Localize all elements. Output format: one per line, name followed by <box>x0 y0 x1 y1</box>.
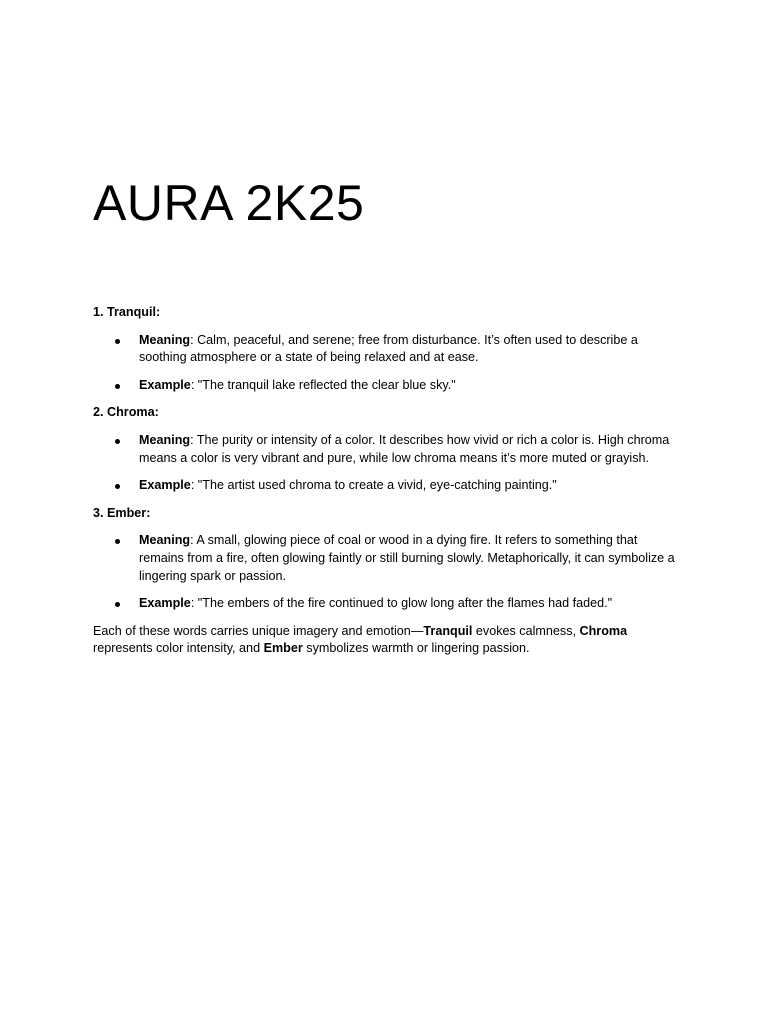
term-label: Meaning <box>139 332 191 347</box>
bullet-icon <box>115 384 120 389</box>
term-text: : "The embers of the fire continued to glow long after the flames had faded." <box>190 596 613 611</box>
summary-text: Each of these words carries unique imagery and emotion— <box>93 623 424 638</box>
document-body <box>93 304 683 658</box>
term-text: : A small, glowing piece of coal or wood in a dying fire. It refers to something that remains from a fire, often glowing faintly or still burning slowly. Metaphorically, it can symbolize a lingering spark or passion. <box>139 533 675 583</box>
list-item <box>93 595 683 613</box>
document-title: AURA 2K25 <box>93 175 365 231</box>
bullet-list-chroma <box>93 432 683 495</box>
bullet-icon <box>115 484 120 489</box>
bullet-list-ember <box>93 532 683 612</box>
term-label: Example <box>139 377 191 392</box>
summary-text: evokes calmness, <box>472 623 580 638</box>
term-label: Meaning <box>139 432 191 447</box>
summary-text: represents color intensity, and <box>93 641 264 656</box>
section-heading-ember: 3. Ember: <box>93 505 151 520</box>
summary-keyword-ember: Ember <box>263 641 303 656</box>
bullet-icon <box>115 602 120 607</box>
term-label: Example <box>139 478 191 493</box>
term-text: : The purity or intensity of a color. It describes how vivid or rich a color is. High chroma means a color is very vibrant and pure, while low chroma means it’s more muted or grayish. <box>139 432 670 465</box>
bullet-icon <box>115 339 120 344</box>
term-text: : "The tranquil lake reflected the clear blue sky." <box>190 377 456 392</box>
summary-paragraph <box>93 623 683 658</box>
term-label: Example <box>139 596 191 611</box>
list-item <box>93 432 683 467</box>
bullet-icon <box>115 439 120 444</box>
list-item <box>93 377 683 395</box>
list-item <box>93 532 683 585</box>
summary-keyword-chroma: Chroma <box>579 623 628 638</box>
summary-keyword-tranquil: Tranquil <box>423 623 473 638</box>
summary-text: symbolizes warmth or lingering passion. <box>302 641 530 656</box>
term-text: : Calm, peaceful, and serene; free from disturbance. It’s often used to describe a soothing atmosphere or a state of being relaxed and at ease. <box>139 332 638 365</box>
bullet-list-tranquil <box>93 332 683 395</box>
section-heading-tranquil: 1. Tranquil: <box>93 305 161 319</box>
term-text: : "The artist used chroma to create a vivid, eye-catching painting." <box>190 478 557 493</box>
list-item <box>93 332 683 367</box>
list-item <box>93 477 683 495</box>
section-heading-chroma: 2. Chroma: <box>93 405 159 420</box>
term-label: Meaning <box>139 533 191 548</box>
bullet-icon <box>115 539 120 544</box>
